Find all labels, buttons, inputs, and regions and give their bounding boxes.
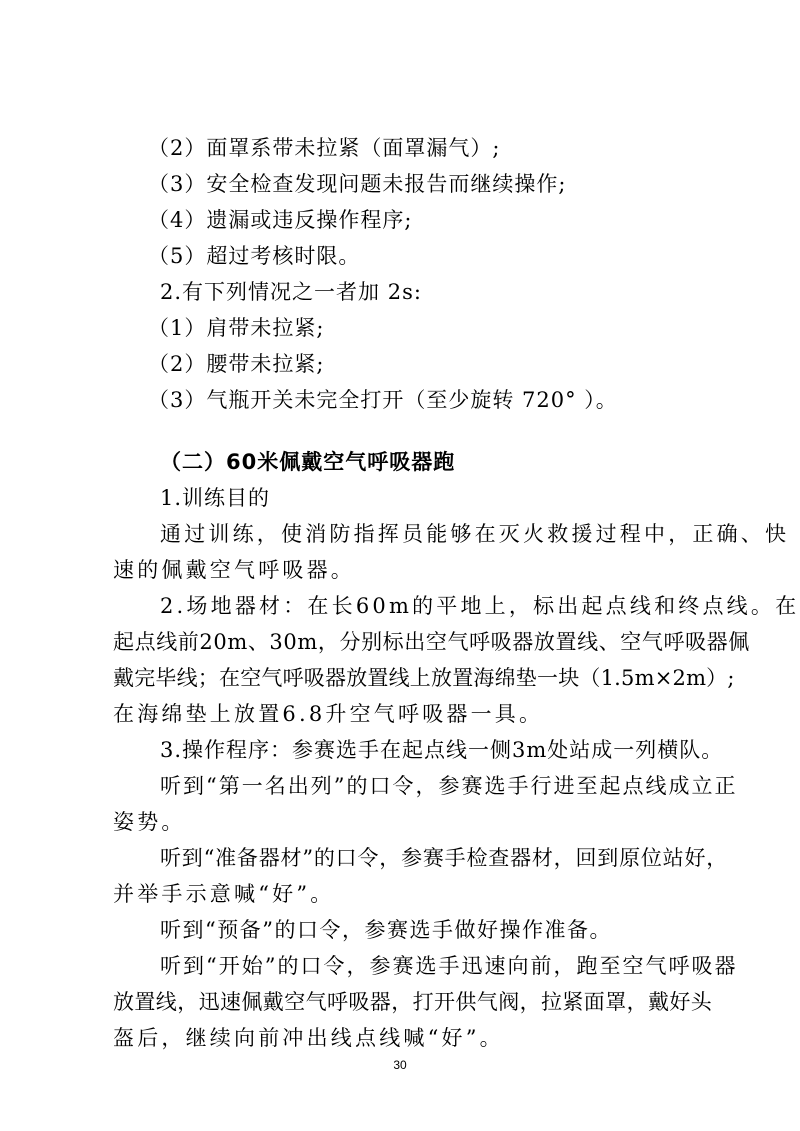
- list-item: （3）气瓶开关未完全打开（至少旋转 720° ）。: [148, 388, 618, 412]
- step2-paragraph: [113, 840, 729, 912]
- list-item: （2）面罩系带未拉紧（面罩漏气）;: [148, 136, 501, 160]
- page-content: [113, 130, 800, 1056]
- venue-paragraph: [113, 588, 800, 732]
- training-goal-paragraph: [113, 516, 790, 588]
- paragraph-line: 姿势。: [113, 810, 186, 834]
- paragraph-line: 在海绵垫上放置6.8升空气呼吸器一具。: [113, 702, 544, 726]
- paragraph-line: 听到“第一名出列”的口令，参赛选手行进至起点线成立正: [160, 774, 738, 798]
- section-heading: （二）60米佩戴空气呼吸器跑: [160, 450, 456, 474]
- paragraph-line: 听到“预备”的口令，参赛选手做好操作准备。: [160, 918, 612, 942]
- list-item: （4）遗漏或违反操作程序;: [148, 208, 413, 232]
- paragraph-line: 并举手示意喊“好”。: [113, 882, 335, 906]
- penalty-list-b-title: 2.有下列情况之一者加 2s:: [160, 280, 422, 304]
- list-item: （3）安全检查发现问题未报告而继续操作;: [148, 172, 567, 196]
- training-goal-title: 1.训练目的: [160, 486, 271, 510]
- step4-paragraph: [113, 948, 738, 1056]
- list-item: （1）肩带未拉紧;: [148, 316, 325, 340]
- paragraph-line: 起点线前20m、30m，分别标出空气呼吸器放置线、空气呼吸器佩: [113, 630, 750, 654]
- penalty-list-b: [148, 310, 720, 418]
- paragraph-line: 听到“开始”的口令，参赛选手迅速向前，跑至空气呼吸器: [160, 954, 738, 978]
- list-item: （2）腰带未拉紧;: [148, 352, 325, 376]
- penalty-list-a: [148, 130, 720, 274]
- paragraph-line: 2.场地器材：在长60m的平地上，标出起点线和终点线。在: [160, 594, 800, 618]
- procedure-paragraph: [160, 732, 724, 768]
- paragraph-line: 速的佩戴空气呼吸器。: [113, 558, 355, 582]
- list-item: （5）超过考核时限。: [148, 244, 361, 268]
- step1-paragraph: [113, 768, 738, 840]
- paragraph-line: 盔后，继续向前冲出线点线喊“好”。: [113, 1026, 504, 1050]
- paragraph-line: 听到“准备器材”的口令，参赛手检查器材，回到原位站好，: [160, 846, 729, 870]
- paragraph-line: 放置线，迅速佩戴空气呼吸器，打开供气阀，拉紧面罩，戴好头: [113, 990, 713, 1014]
- paragraph-line: 3.操作程序：参赛选手在起点线一侧3m处站成一列横队。: [160, 738, 724, 762]
- step3-paragraph: [160, 912, 720, 948]
- page-number: 30: [393, 1058, 407, 1072]
- paragraph-line: 通过训练，使消防指挥员能够在灭火救援过程中，正确、快: [160, 522, 790, 546]
- paragraph-line: 戴完毕线；在空气呼吸器放置线上放置海绵垫一块（1.5m×2m）;: [113, 666, 735, 690]
